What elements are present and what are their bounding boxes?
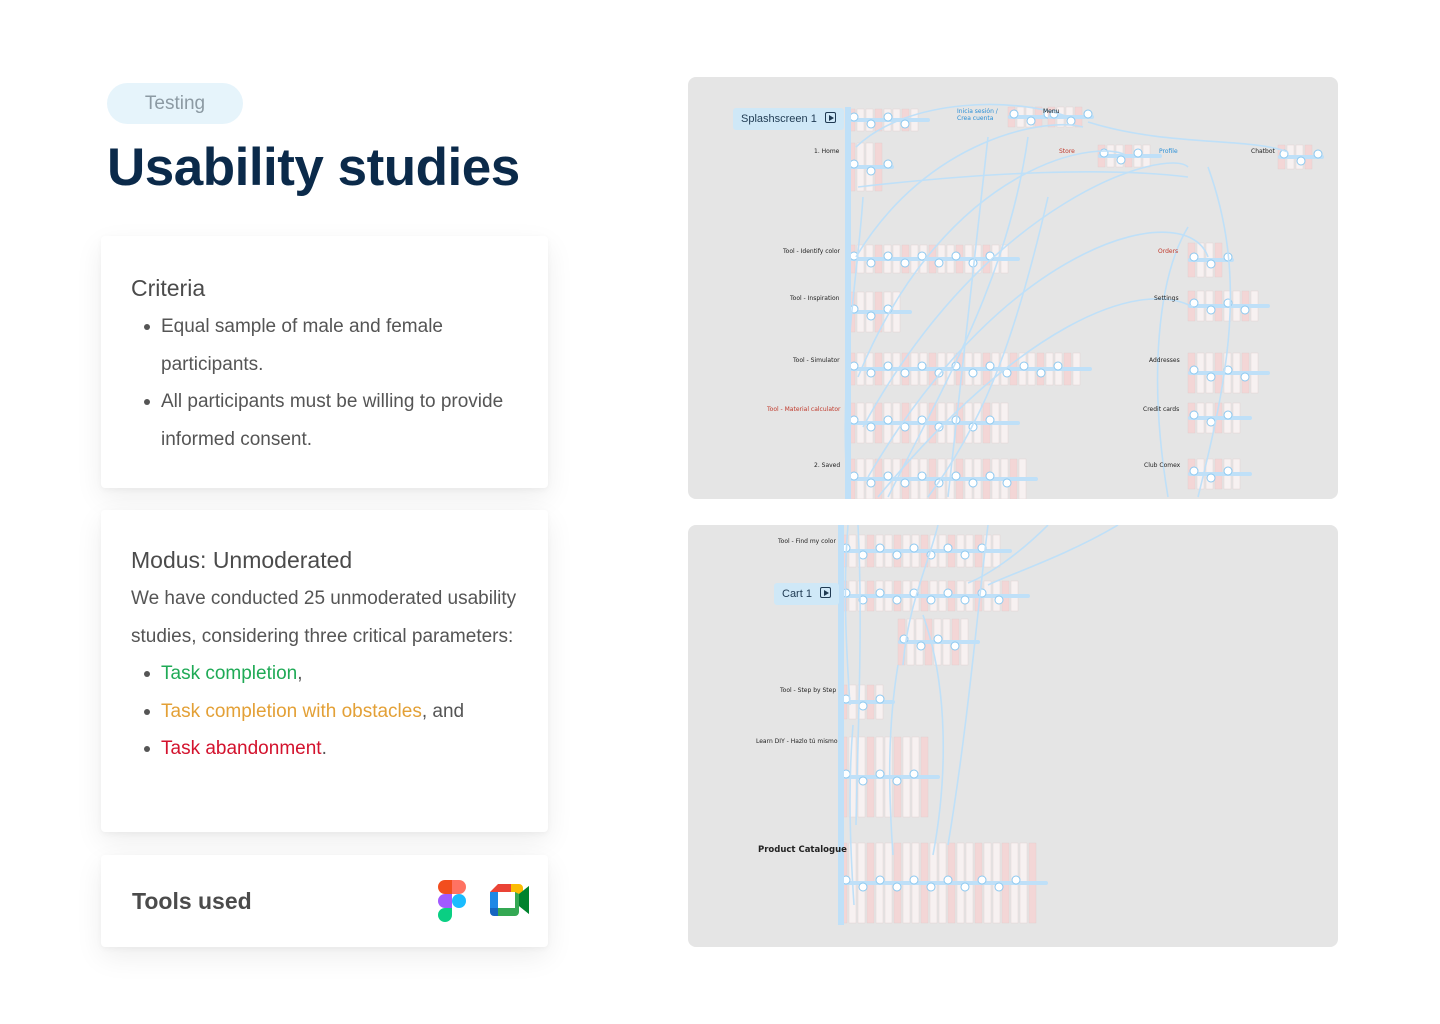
modus-card: [101, 510, 548, 832]
flow-node: [884, 252, 892, 260]
play-icon: [820, 587, 831, 598]
flow-node: [1190, 253, 1198, 261]
flow-node: [1190, 366, 1198, 374]
parameter-item: [161, 730, 518, 768]
parameters-list: [131, 655, 518, 768]
flow-node: [995, 596, 1003, 604]
flow-node: [961, 883, 969, 891]
flow-node: [867, 312, 875, 320]
flow-node: [893, 551, 901, 559]
flow-node: [859, 883, 867, 891]
flow-node: [910, 876, 918, 884]
flow-start-label: Splashscreen 1: [741, 113, 817, 125]
parameter-suffix: ,: [297, 663, 303, 684]
criteria-heading: Criteria: [131, 275, 206, 301]
flow-node: [876, 544, 884, 552]
flow-label: Tool - Identify color: [783, 248, 840, 255]
flow-label: Tool - Find my color: [778, 538, 836, 545]
flow-node: [901, 259, 909, 267]
flow-arrow: [856, 125, 1083, 257]
flow-node: [1241, 306, 1249, 314]
flow-node: [867, 423, 875, 431]
flow-node: [918, 416, 926, 424]
flow-node: [884, 160, 892, 168]
flow-label: Credit cards: [1143, 406, 1180, 413]
flow-node: [867, 167, 875, 175]
flow-node: [1207, 418, 1215, 426]
flow-node: [986, 472, 994, 480]
flow-label: Product Catalogue: [758, 845, 847, 855]
parameter-task-abandonment: Task abandonment: [161, 738, 322, 759]
flow-node: [1207, 474, 1215, 482]
flow-node: [893, 883, 901, 891]
criteria-card: [101, 236, 548, 488]
flow-label: Addresses: [1149, 357, 1180, 364]
flow-node: [1003, 479, 1011, 487]
flow-node: [884, 113, 892, 121]
parameter-item: [161, 693, 518, 731]
flow-connections-top: [688, 77, 1338, 499]
flow-node: [884, 416, 892, 424]
flow-node: [944, 876, 952, 884]
flow-node: [1297, 157, 1305, 165]
parameter-suffix: .: [321, 738, 327, 759]
flow-node: [952, 252, 960, 260]
flow-arrow: [988, 525, 1118, 585]
user-flow-diagram-top: [688, 77, 1338, 499]
parameter-suffix: , and: [421, 700, 465, 722]
flow-node: [1100, 149, 1108, 157]
flow-node: [901, 120, 909, 128]
modus-intro: We have conducted 25 unmoderated usability studies, considering three critical parameters:: [131, 588, 517, 647]
flow-node: [1224, 467, 1232, 475]
flow-label: Profile: [1159, 148, 1178, 155]
flow-label: Store: [1059, 148, 1075, 155]
flow-label: Tool - Step by Step: [780, 687, 837, 694]
flow-node: [910, 770, 918, 778]
flow-node: [859, 551, 867, 559]
flow-node: [917, 642, 925, 650]
flow-start-chip: [774, 583, 839, 605]
flow-node: [1207, 373, 1215, 381]
section-tag: Testing: [107, 83, 243, 124]
flow-node: [986, 416, 994, 424]
flow-node: [910, 544, 918, 552]
flow-node: [1190, 411, 1198, 419]
flow-start-label: Cart 1: [782, 588, 812, 600]
flow-label: Orders: [1158, 248, 1179, 255]
flow-label: Learn DIY - Hazlo tú mismo: [756, 738, 838, 745]
tools-label: Tools used: [132, 888, 252, 914]
flow-node: [1084, 110, 1092, 118]
flow-node: [876, 770, 884, 778]
flow-node: [859, 777, 867, 785]
flow-arrow: [858, 172, 1188, 187]
flow-node: [961, 596, 969, 604]
flow-node: [995, 883, 1003, 891]
flow-node: [859, 702, 867, 710]
flow-node: [918, 362, 926, 370]
flow-node: [850, 472, 858, 480]
play-icon: [825, 112, 836, 123]
flow-label: Tool - Simulator: [793, 357, 840, 364]
flow-label: Tool - Inspiration: [790, 295, 840, 302]
flow-node: [1020, 362, 1028, 370]
flow-node: [867, 369, 875, 377]
flow-node: [901, 479, 909, 487]
criteria-item: Equal sample of male and female participants.: [161, 308, 518, 383]
flow-node: [951, 642, 959, 650]
flow-node: [893, 596, 901, 604]
flow-node: [1117, 156, 1125, 164]
flow-node: [901, 369, 909, 377]
flow-node: [1037, 369, 1045, 377]
figma-icon: [438, 880, 466, 922]
flow-node: [850, 362, 858, 370]
flow-node: [893, 777, 901, 785]
flow-label: Menu: [1043, 108, 1060, 115]
flow-node: [867, 259, 875, 267]
flow-node: [1010, 110, 1018, 118]
flow-node: [1134, 149, 1142, 157]
flow-node: [978, 876, 986, 884]
flow-node: [876, 589, 884, 597]
flow-node: [850, 113, 858, 121]
flow-start-chip: [733, 108, 844, 130]
flow-label: 1. Home: [814, 148, 840, 155]
flow-node: [884, 472, 892, 480]
flow-node: [1067, 117, 1075, 125]
flow-arrow: [863, 163, 1188, 427]
flow-node: [986, 362, 994, 370]
flow-node: [876, 876, 884, 884]
parameter-item: [161, 655, 518, 693]
user-flow-diagram-bottom: [688, 525, 1338, 947]
flow-label: Settings: [1154, 295, 1179, 302]
parameter-task-completion-obstacles: Task completion with obstacles: [161, 700, 422, 722]
parameter-task-completion: Task completion: [161, 663, 298, 684]
flow-node: [850, 416, 858, 424]
flow-node: [952, 472, 960, 480]
flow-node: [944, 589, 952, 597]
flow-node: [867, 479, 875, 487]
flow-node: [1314, 150, 1322, 158]
flow-node: [934, 635, 942, 643]
criteria-item: All participants must be willing to provide informed consent.: [161, 383, 518, 458]
page-title: Usability studies: [107, 138, 520, 197]
flow-node: [927, 596, 935, 604]
flow-node: [867, 120, 875, 128]
flow-arrow: [1198, 167, 1230, 497]
flow-node: [1207, 306, 1215, 314]
criteria-list: [131, 308, 518, 458]
flow-label: Chatbot: [1251, 148, 1275, 155]
flow-node: [961, 551, 969, 559]
flow-node: [918, 472, 926, 480]
flow-node: [927, 883, 935, 891]
flow-node: [969, 369, 977, 377]
flow-node: [935, 259, 943, 267]
flow-label: 2. Saved: [814, 462, 841, 469]
flow-node: [876, 695, 884, 703]
flow-node: [1207, 260, 1215, 268]
flow-node: [1012, 876, 1020, 884]
flow-node: [1054, 362, 1062, 370]
flow-node: [944, 544, 952, 552]
flow-label: Club Comex: [1144, 462, 1181, 469]
modus-heading: Modus: Unmoderated: [131, 547, 353, 573]
flow-node: [1027, 117, 1035, 125]
flow-node: [884, 362, 892, 370]
flow-node: [1241, 373, 1249, 381]
flow-node: [969, 479, 977, 487]
flow-label: Tool - Material calculator: [767, 406, 841, 413]
tools-card: [101, 855, 548, 947]
flow-arrow: [928, 197, 1048, 497]
flow-arrow: [948, 525, 988, 845]
flow-node: [850, 160, 858, 168]
flow-node: [1224, 411, 1232, 419]
flow-label: Inicia sesión / Crea cuenta: [957, 108, 998, 122]
google-meet-icon: [490, 884, 529, 916]
flow-node: [1190, 467, 1198, 475]
